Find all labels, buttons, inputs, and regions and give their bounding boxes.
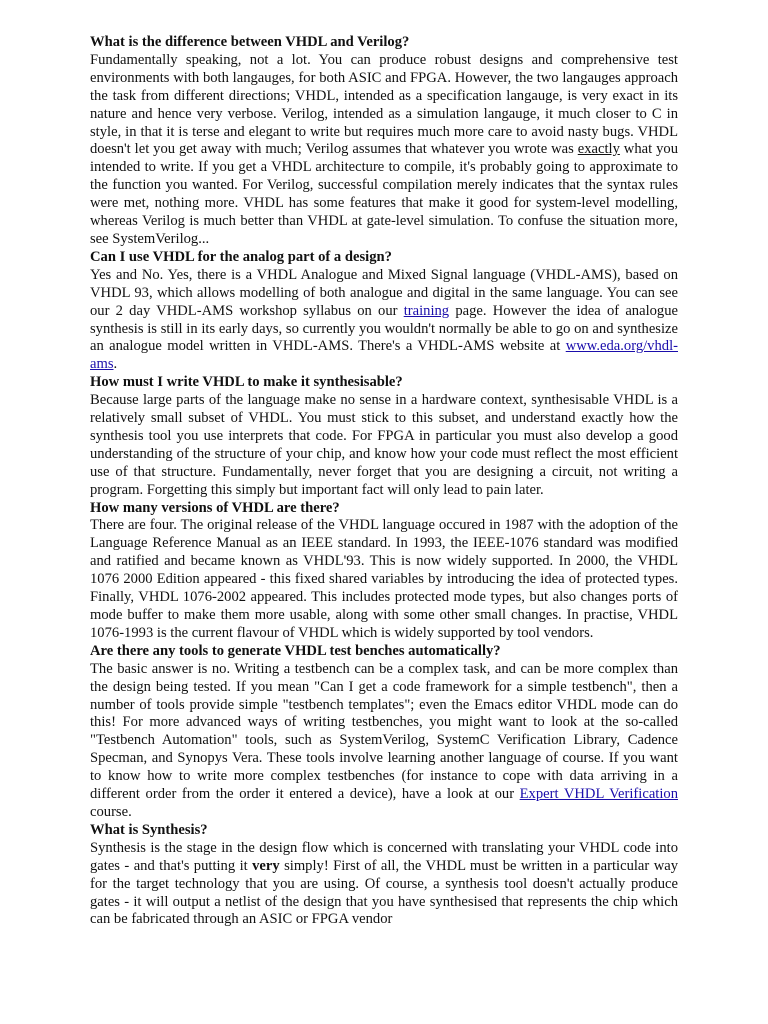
question-heading: How many versions of VHDL are there? bbox=[90, 499, 340, 516]
answer-text bbox=[90, 52, 678, 249]
expert-vhdl-verification-link[interactable]: Expert VHDL Verification bbox=[519, 786, 679, 803]
question-heading: Are there any tools to generate VHDL test benches automatically? bbox=[90, 642, 501, 659]
training-link[interactable]: training bbox=[403, 302, 450, 319]
faq-section-synthesisable bbox=[90, 374, 678, 499]
answer-text: There are four. The original release of the VHDL language occured in 1987 with the adoption of the Language Reference Manual as an IEEE standard. In 1993, the IEEE-1076 standard was modified and ratified and became known as VHDL'93. This is now widely supported. In 2000, the VHDL 1076 2000 Edition appeared - this fixed shared variables by introducing the idea of protected types. Finally, VHDL 1076-2002 appeared. This includes protected mode types, but also changes ports of mode buffer to make them more usable, along with some other small changes. In practise, VHDL 1076-1993 is the current flavour of VHDL which is widely supported by tool vendors. bbox=[90, 517, 678, 641]
answer-text bbox=[90, 661, 678, 822]
question-heading: What is Synthesis? bbox=[90, 821, 208, 838]
faq-section-versions bbox=[90, 500, 678, 643]
document-page bbox=[90, 34, 678, 929]
answer-fragment: page. However the idea of analogue synthesis is still in its early days, so currently you wouldn't normally be able to go on and synthesize an analogue model written in VHDL-AMS. There's a VHDL-AMS website at bbox=[90, 302, 679, 355]
faq-section-vhdl-vs-verilog bbox=[90, 34, 678, 249]
answer-fragment: simply! First of all, the VHDL must be written in a particular way for the target technology that you are using. Of course, a synthesis tool doesn't actually produce gates - it will output a netlist of the design that you have synthesised that represents the chip which can be fabricated through an ASIC or FPGA vendor bbox=[90, 857, 679, 928]
answer-text bbox=[90, 840, 678, 930]
answer-text bbox=[90, 267, 678, 374]
question-heading: How must I write VHDL to make it synthesisable? bbox=[90, 374, 403, 391]
faq-section-test-benches bbox=[90, 643, 678, 822]
emphasis-bold: very bbox=[252, 857, 280, 874]
answer-fragment: Synthesis is the stage in the design flow which is concerned with translating your VHDL code into gates - and that's putting it bbox=[90, 839, 678, 874]
faq-section-analog bbox=[90, 249, 678, 374]
answer-fragment: Fundamentally speaking, not a lot. You can produce robust designs and comprehensive test environments with both langauges, for both ASIC and FPGA. However, the two langauges approach the task from different directions; VHDL, intended as a specification langauge, is very exact in its nature and hence very verbose. Verilog, intended as a simulation langauge, it much closer to C in style, in that it is terse and elegant to write but requires much more care to avoid nasty bugs. VHDL doesn't let you get away with much; Verilog assumes that whatever you wrote was bbox=[90, 51, 678, 158]
answer-fragment: what you intended to write. If you get a VHDL architecture to compile, it's probably going to approximate to the function you wanted. For Verilog, successful compilation merely indicates that the syntax rules were met, nothing more. VHDL has some features that make it good for system-level modelling, whereas Verilog is much better than VHDL at gate-level simulation. To confuse the situation more, see SystemVerilog... bbox=[90, 141, 678, 247]
faq-section-synthesis bbox=[90, 822, 678, 929]
question-heading: Can I use VHDL for the analog part of a design? bbox=[90, 248, 392, 265]
answer-fragment: The basic answer is no. Writing a testbench can be a complex task, and can be more complex than the design being tested. If you mean "Can I get a code framework for a simple testbench", then a number of tools provide simple "testbench templates"; even the Emacs editor VHDL mode can do this! For more advanced ways of writing testbenches, you might want to look at the so-called "Testbench Automation" tools, such as SystemVerilog, SystemC Verification Library, Cadence Specman, and Synopys Vera. These tools involve learning another language of course. If you want to know how to write more complex testbenches (for instance to cope with data arriving in a different order from the order it entered a device), have a look at our bbox=[90, 660, 678, 803]
vhdl-ams-website-link[interactable]: www.eda.org/vhdl-ams bbox=[90, 338, 678, 373]
answer-fragment: Yes and No. Yes, there is a VHDL Analogue and Mixed Signal language (VHDL-AMS), based on VHDL 93, which allows modelling of both analogue and digital in the same language. You can see our 2 day VHDL-AMS workshop syllabus on our bbox=[90, 266, 678, 319]
answer-fragment: . bbox=[113, 356, 118, 373]
answer-text: Because large parts of the language make no sense in a hardware context, synthesisable VHDL is a relatively small subset of VHDL. You must stick to this subset, and understand exactly how the synthesis tool you use interprets that code. For FPGA in particular you must also develop a good understanding of the structure of your chip, and know how your code must reflect the most efficient use of that structure. Fundamentally, never forget that you are designing a circuit, not writing a program. Forgetting this simply but important fact will only lead to pain later. bbox=[90, 392, 678, 498]
question-heading: What is the difference between VHDL and Verilog? bbox=[90, 34, 410, 50]
emphasis-underline: exactly bbox=[577, 141, 620, 158]
answer-fragment: course. bbox=[90, 803, 132, 820]
